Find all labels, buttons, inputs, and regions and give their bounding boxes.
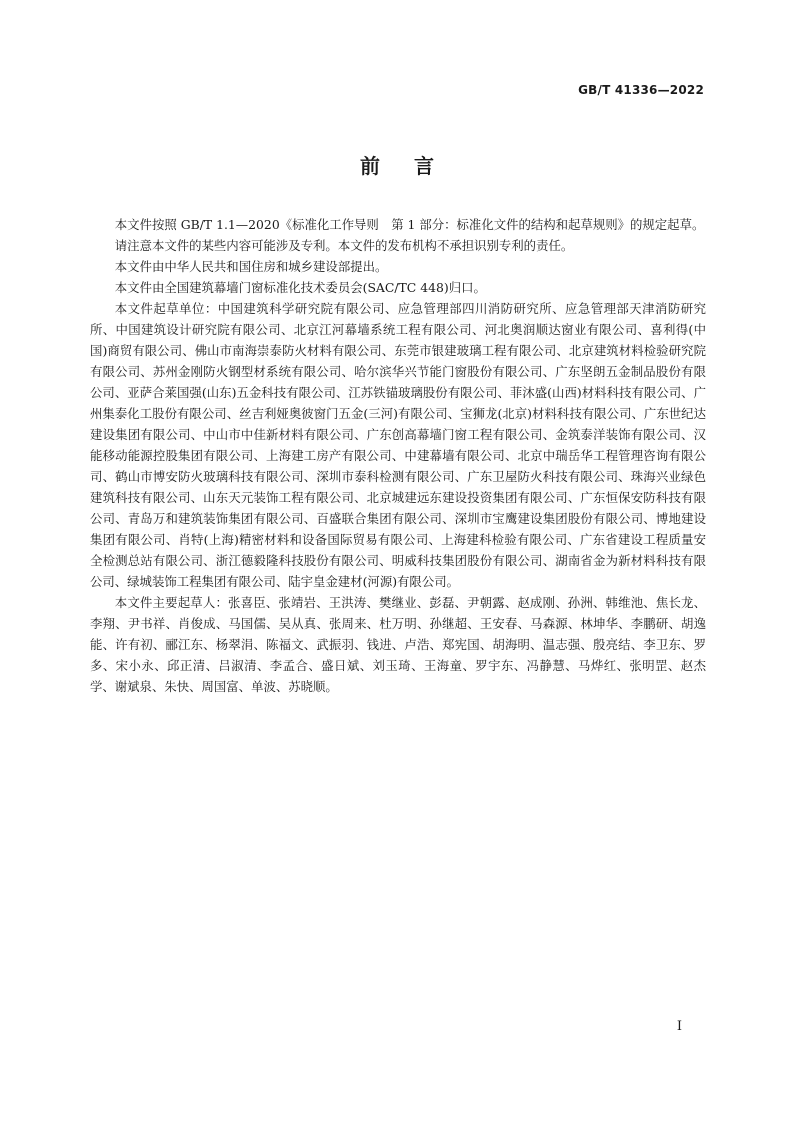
paragraph-drafting-units: 本文件起草单位：中国建筑科学研究院有限公司、应急管理部四川消防研究所、应急管理部天津消防研究所、中国建筑设计研究院有限公司、北京江河幕墙系统工程有限公司、河北奥润顺达窗业有限公司、喜利得(中国)商贸有限公司、佛山市南海崇泰防火材料有限公司、东莞市银建玻璃工程有限公司、北京建筑材料检验研究院有限公司、苏州金刚防火钢型材系统有限公司、哈尔滨华兴节能门窗股份有限公司、广东坚朗五金制品股份有限公司、亚萨合莱国强(山东)五金科技有限公司、江苏铁锚玻璃股份有限公司、菲沐盛(山西)材料科技有限公司、广州集泰化工股份有限公司、丝吉利娅奥彼窗门五金(三河)有限公司、宝狮龙(北京)材料科技有限公司、广东世纪达建设集团有限公司、中山市中佳新材料有限公司、广东创高幕墙门窗工程有限公司、金筑泰洋装饰有限公司、汉能移动能源控股集团有限公司、上海建工房产有限公司、中建幕墙有限公司、北京中瑞岳华工程管理咨询有限公司、鹤山市博安防火玻璃科技有限公司、深圳市泰科检测有限公司、广东卫屋防火科技有限公司、珠海兴业绿色建筑科技有限公司、山东天元装饰工程有限公司、北京城建远东建设投资集团有限公司、广东恒保安防科技有限公司、青岛万和建筑装饰集团有限公司、百盛联合集团有限公司、深圳市宝鹰建设集团股份有限公司、博地建设集团有限公司、肖特(上海)精密材料和设备国际贸易有限公司、上海建科检验有限公司、广东省建设工程质量安全检测总站有限公司、浙江德毅隆科技股份有限公司、明威科技集团股份有限公司、湖南省金为新材料科技有限公司、绿城装饰工程集团有限公司、陆宇皇金建材(河源)有限公司。	[90, 301, 706, 589]
preface-body	[90, 214, 706, 697]
page-number: I	[676, 1019, 682, 1034]
standard-code: GB/T 41336—2022	[578, 83, 704, 97]
page-title: 前言	[360, 154, 468, 178]
paragraph-proposer: 本文件由中华人民共和国住房和城乡建设部提出。	[114, 259, 388, 274]
paragraph-drafters: 本文件主要起草人：张喜臣、张靖岩、王洪涛、樊继业、彭磊、尹朝露、赵成刚、孙洲、韩维池、焦长龙、李翔、尹书祥、肖俊成、马国儒、吴从真、张周来、杜万明、孙继超、王安春、马森源、林坤华、李鹏研、胡逸能、许有初、郦江东、杨翠涓、陈福文、武振羽、钱进、卢浩、郑宪国、胡海明、温志强、殷亮结、李卫东、罗多、宋小永、邱正清、吕淑清、李孟合、盛日斌、刘玉琦、王海童、罗宇东、冯静慧、马烨红、张明罡、赵杰学、谢斌泉、朱快、周国富、单波、苏晓顺。	[90, 595, 706, 694]
paragraph-patent-notice: 请注意本文件的某些内容可能涉及专利。本文件的发布机构不承担识别专利的责任。	[114, 238, 574, 253]
paragraph-drafting-rules: 本文件按照 GB/T 1.1—2020《标准化工作导则 第 1 部分：标准化文件的结构和起草规则》的规定起草。	[114, 217, 705, 232]
paragraph-committee: 本文件由全国建筑幕墙门窗标准化技术委员会(SAC/TC 448)归口。	[114, 280, 486, 295]
